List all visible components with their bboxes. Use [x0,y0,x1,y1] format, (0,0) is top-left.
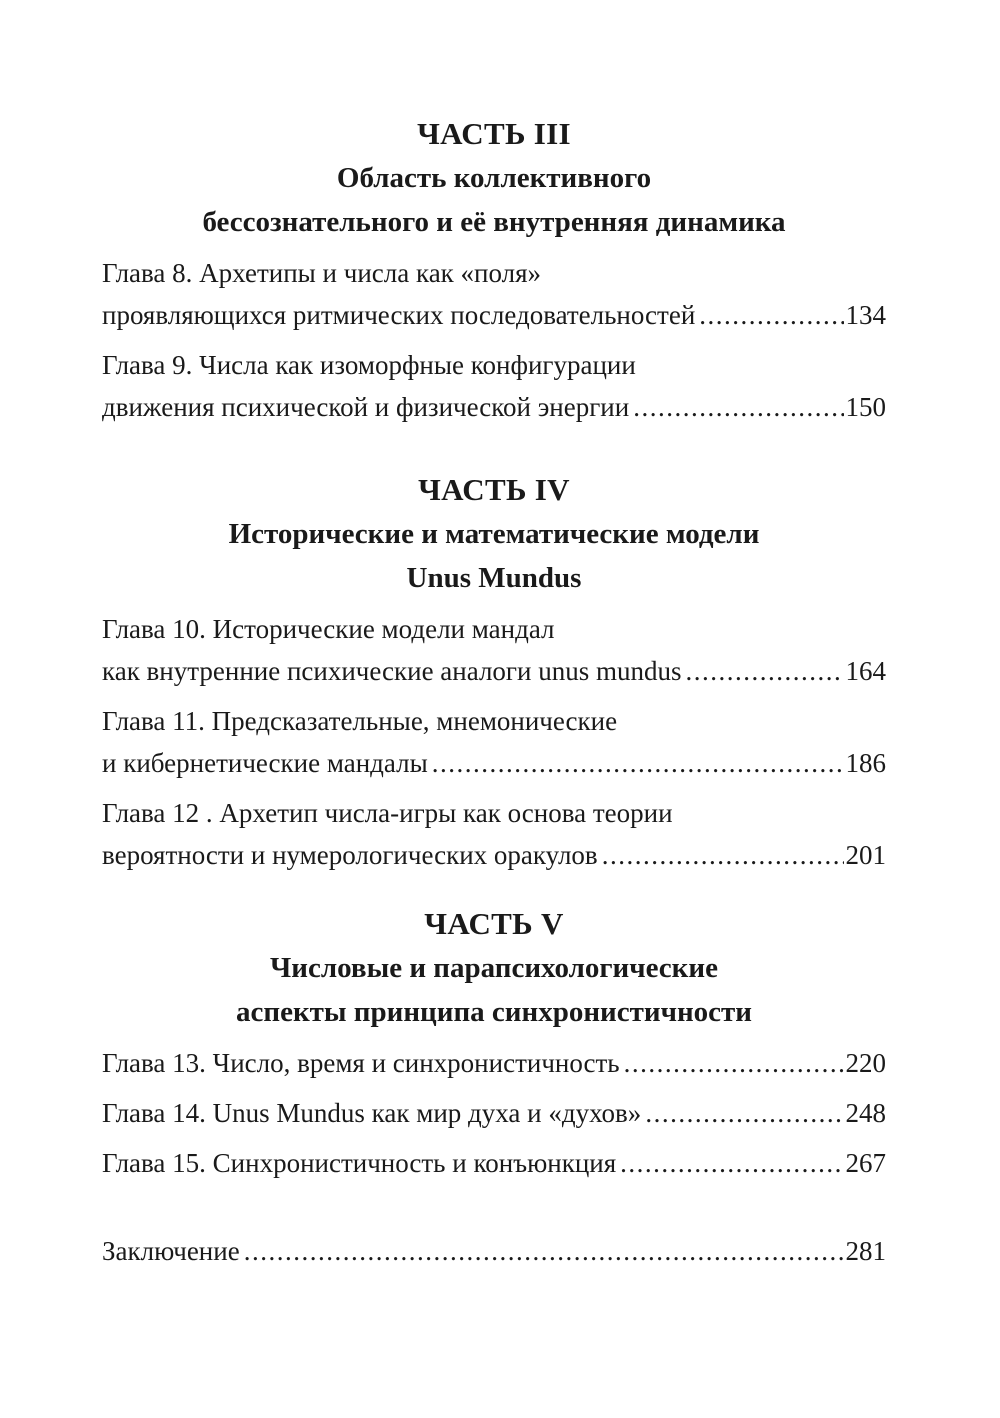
toc-entry-chapter-13[interactable] [102,1042,886,1084]
toc-entry-chapter-10[interactable] [102,608,886,692]
entry-title-line: Глава 11. Предсказательные, мнемонические [102,706,618,736]
entry-page-number: 164 [845,656,886,686]
table-of-contents-page [102,0,886,1418]
entry-title: Глава 14. Unus Mundus как мир духа и «духов» [102,1098,642,1128]
entry-page-number: 186 [845,748,886,778]
conclusion-label: Заключение [102,1236,240,1266]
entry-page-number: 150 [845,392,886,422]
dot-leader [685,650,843,692]
part-4-number: ЧАСТЬ IV [418,472,570,507]
toc-entry-chapter-15[interactable] [102,1142,886,1184]
entry-title-continuation: вероятности и нумерологических оракулов [102,840,598,870]
toc-entry-chapter-11[interactable] [102,700,886,784]
dot-leader [624,1042,844,1084]
part-4-entries [102,608,886,876]
dot-leader [620,1142,843,1184]
dot-leader [244,1230,844,1272]
dot-leader [699,294,843,336]
part-3-number: ЧАСТЬ III [417,116,571,151]
part-3-section [102,112,886,428]
entry-title-continuation: и кибернетические мандалы [102,748,428,778]
entry-page-number: 134 [845,300,886,330]
entry-title-line: Глава 9. Числа как изоморфные конфигурации [102,350,636,380]
entry-title-continuation: как внутренние психические аналоги unus mundus [102,656,682,686]
dot-leader [602,834,844,876]
part-5-title-line-1: Числовые и парапсихологические [270,952,718,984]
entry-title-line: Глава 12 . Архетип числа-игры как основа теории [102,798,673,828]
toc-entry-chapter-9[interactable] [102,344,886,428]
part-3-entries [102,252,886,428]
entry-page-number: 201 [845,840,886,870]
part-5-section [102,902,886,1184]
entry-title-line: Глава 8. Архетипы и числа как «поля» [102,258,542,288]
part-3-title-line-1: Область коллективного [336,162,652,194]
toc-entry-conclusion[interactable] [102,1230,886,1272]
part-5-heading [102,902,886,1034]
entry-page-number: 267 [845,1148,886,1178]
conclusion-section [102,1222,886,1272]
entry-title-continuation: проявляющихся ритмических последовательностей [102,300,696,330]
toc-entry-chapter-8[interactable] [102,252,886,336]
part-4-title-line-2: Unus Mundus [406,562,582,594]
entry-title: Глава 13. Число, время и синхронистичность [102,1048,620,1078]
dot-leader [633,386,843,428]
toc-entry-chapter-14[interactable] [102,1092,886,1134]
entry-title: Глава 15. Синхронистичность и конъюнкция [102,1148,617,1178]
entry-page-number: 248 [845,1098,886,1128]
part-5-entries [102,1042,886,1184]
conclusion-page-number: 281 [845,1236,886,1266]
dot-leader [432,742,844,784]
entry-title-line: Глава 10. Исторические модели мандал [102,614,555,644]
entry-page-number: 220 [845,1048,886,1078]
part-3-title-line-2: бессознательного и её внутренняя динамика [202,206,786,238]
part-4-title-line-1: Исторические и математические модели [228,518,760,550]
dot-leader [645,1092,843,1134]
part-4-section [102,468,886,876]
entry-title-continuation: движения психической и физической энергии [102,392,630,422]
part-5-title-line-2: аспекты принципа синхронистичности [236,996,752,1028]
part-5-number: ЧАСТЬ V [424,906,564,941]
part-3-heading [102,112,886,244]
toc-entry-chapter-12[interactable] [102,792,886,876]
part-4-heading [102,468,886,600]
